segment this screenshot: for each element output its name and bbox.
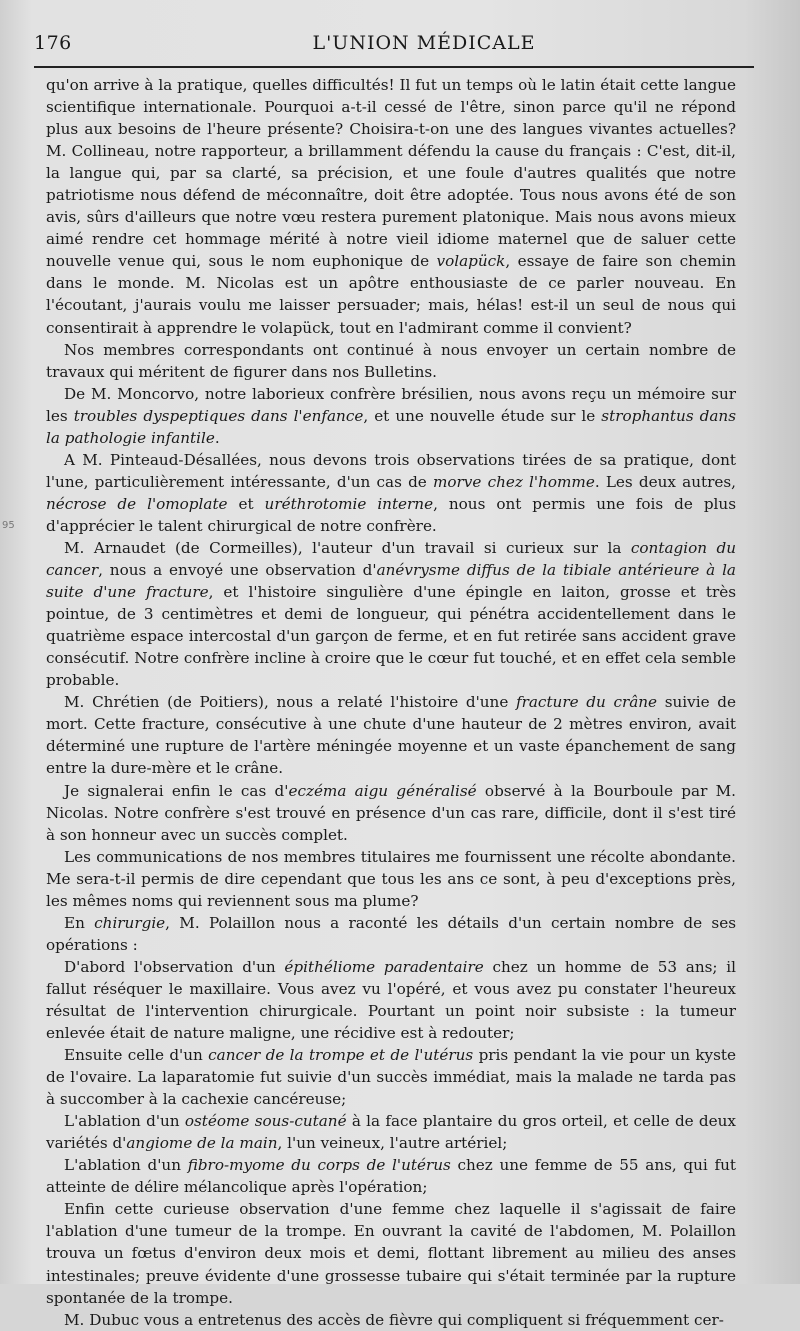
paragraph (46, 1154, 736, 1198)
italic-text: contagion du cancer (46, 538, 736, 580)
text-run: qu'on arrive à la pratique, quelles difficultés! Il fut un temps où le latin était cette langue scientifique internationale. Pourquoi a-t-il cessé de l'être, sinon parce qu'il ne répond plus aux besoins de l'heure présente? Choisira-t-on une des langues vivantes actuelles? M. Collineau, notre rapporteur, a brillamment défendu la cause du français : C'est, dit-il, la langue qui, par sa clarté, sa précision, et une foule d'autres qualités que notre patriotisme nous défend de méconnaître, doit être adoptée. Tous nous avons été de son avis, sûrs d'ailleurs que notre vœu restera purement platonique. Mais nous avons mieux aimé rendre cet hommage mérité à notre vieil idiome maternel que de saluer cette nouvelle venue qui, sous le nom euphonique de (46, 76, 736, 271)
italic-text: eczéma aigu généralisé (288, 781, 477, 800)
text-run: M. Dubuc vous a entretenus des accès de fièvre qui compliquent si fréquemment cer- (64, 1310, 724, 1329)
header-rule (34, 66, 754, 68)
text-run: à la face plantaire du gros orteil, et celle de deux variétés d' (46, 1112, 736, 1153)
text-run: , nous ont permis une fois de plus d'apprécier le talent chirurgical de notre confrère. (46, 494, 736, 535)
italic-text: cancer de la trompe et de l'utérus (208, 1046, 474, 1065)
paragraph (46, 1309, 736, 1331)
paragraph (46, 537, 736, 691)
text-run: chez un homme de 53 ans; il fallut réséquer le maxillaire. Vous avez vu l'opéré, et vous avez pu constater l'heureux résultat de l'intervention chirurgicale. Pourtant un point noir subsiste : la tumeur enlevée était de nature maligne, une récidive est à redouter; (46, 957, 736, 1043)
italic-text: troubles dyspeptiques dans l'enfance (73, 406, 364, 425)
text-run: M. Chrétien (de Poitiers), nous a relaté l'histoire d'une (64, 693, 516, 712)
text-run: , l'un veineux, l'autre artériel; (277, 1134, 508, 1153)
paragraph (46, 846, 736, 912)
text-run: , et l'histoire singulière d'une épingle en laiton, grosse et très pointue, de 3 centimètres et demi de longueur, qui pénétra accidentellement dans le quatrième espace intercostal d'un garçon de ferme, et en fut retirée sans accident grave consécutif. Notre confrère incline à croire que le cœur fut touché, et en effet cela semble probable. (46, 583, 736, 690)
text-run: Ensuite celle d'un (64, 1046, 209, 1065)
text-run: . (214, 428, 220, 447)
text-run: Enfin cette curieuse observation d'une femme chez laquelle il s'agissait de faire l'ablation d'une tumeur de la trompe. En ouvrant la cavité de l'abdomen, M. Polaillon trouva un fœtus d'environ deux mois et demi, flottant librement au milieu des anses intestinales; preuve évidente d'une grossesse tubaire qui s'était terminée par la rupture spontanée de la trompe. (46, 1200, 736, 1307)
italic-text: anévrysme diffus de la tibiale antérieure à la suite d'une fracture (46, 561, 736, 602)
page-header (34, 32, 754, 62)
paragraph (46, 780, 736, 846)
italic-text: angiome de la main (126, 1134, 278, 1153)
text-run: , M. Polaillon nous a raconté les détails d'un certain nombre de ses opérations : (46, 913, 736, 954)
italic-text: nécrose de l'omoplate (46, 494, 228, 513)
paragraph (46, 956, 736, 1044)
text-run: , nous a envoyé une observation d' (98, 561, 377, 580)
italic-text: ostéome sous-cutané (184, 1112, 347, 1131)
body-text (46, 74, 736, 1331)
paragraph (46, 449, 736, 537)
italic-text: fracture du crâne (516, 693, 658, 712)
text-run: Les communications de nos membres titulaires me fournissent une récolte abondante. Me sera-t-il permis de dire cependant que tous les ans ce sont, à peu d'exceptions près, les mêmes noms qui reviennent sous ma plume? (46, 847, 736, 910)
italic-text: uréthrotomie interne (264, 494, 434, 513)
margin-mark: 95 (2, 520, 15, 531)
paragraph (46, 1110, 736, 1154)
paragraph (46, 74, 736, 339)
italic-text: fibro-myome du corps de l'utérus (187, 1156, 451, 1175)
italic-text: chirurgie (94, 913, 166, 932)
italic-text: épithéliome paradentaire (284, 957, 484, 976)
text-run: A M. Pinteaud-Désallées, nous devons trois observations tirées de sa pratique, dont l'une, particulièrement intéressante, d'un cas de (46, 450, 736, 491)
paragraph (46, 383, 736, 449)
text-run: et (227, 494, 265, 513)
text-run: En (64, 913, 95, 932)
paragraph (46, 1198, 736, 1308)
text-run: M. Arnaudet (de Cormeilles), l'auteur d'un travail si curieux sur la (64, 538, 631, 557)
text-run: suivie de mort. Cette fracture, consécutive à une chute d'une hauteur de 2 mètres environ, avait déterminé une rupture de l'artère méningée moyenne et un vaste épanchement de sang entre la dure-mère et le crâne. (46, 693, 736, 778)
page-number: 176 (34, 32, 72, 54)
italic-text: volapück (436, 252, 506, 271)
text-run: , essaye de faire son chemin dans le monde. M. Nicolas est un apôtre enthousiaste de ce parler nouveau. En l'écoutant, j'aurais voulu me laisser persuader; mais, hélas! est-il un seul de nous qui consentirait à apprendre le volapück, tout en l'admirant comme il convient? (46, 252, 736, 337)
text-run: De M. Moncorvo, notre laborieux confrère brésilien, nous avons reçu un mémoire sur les (46, 384, 736, 425)
running-title: L'UNION MÉDICALE (312, 32, 536, 54)
text-run: Je signalerai enfin le cas d' (64, 781, 289, 800)
paragraph (46, 339, 736, 383)
text-run: L'ablation d'un (64, 1156, 188, 1175)
italic-text: strophantus dans la pathologie infantile (46, 406, 737, 447)
paragraph (46, 1044, 736, 1110)
text-run: L'ablation d'un (64, 1112, 185, 1131)
text-run: , et une nouvelle étude sur le (363, 406, 602, 425)
text-run: D'abord l'observation d'un (64, 957, 285, 976)
paragraph (46, 912, 736, 956)
paragraph (46, 691, 736, 779)
text-run: . Les deux autres, (594, 472, 736, 491)
italic-text: morve chez l'homme (433, 472, 595, 491)
text-run: Nos membres correspondants ont continué à nous envoyer un certain nombre de travaux qui méritent de figurer dans nos Bulletins. (46, 340, 736, 381)
text-run: observé à la Bourboule par M. Nicolas. Notre confrère s'est trouvé en présence d'un cas rare, difficile, dont il s'est tiré à son honneur avec un succès complet. (46, 781, 736, 844)
text-run: pris pendant la vie pour un kyste de l'ovaire. La laparatomie fut suivie d'un succès immédiat, mais la malade ne tarda pas à succomber à la cachexie cancéreuse; (46, 1046, 737, 1109)
text-run: chez une femme de 55 ans, qui fut atteinte de délire mélancolique après l'opération; (46, 1156, 736, 1197)
